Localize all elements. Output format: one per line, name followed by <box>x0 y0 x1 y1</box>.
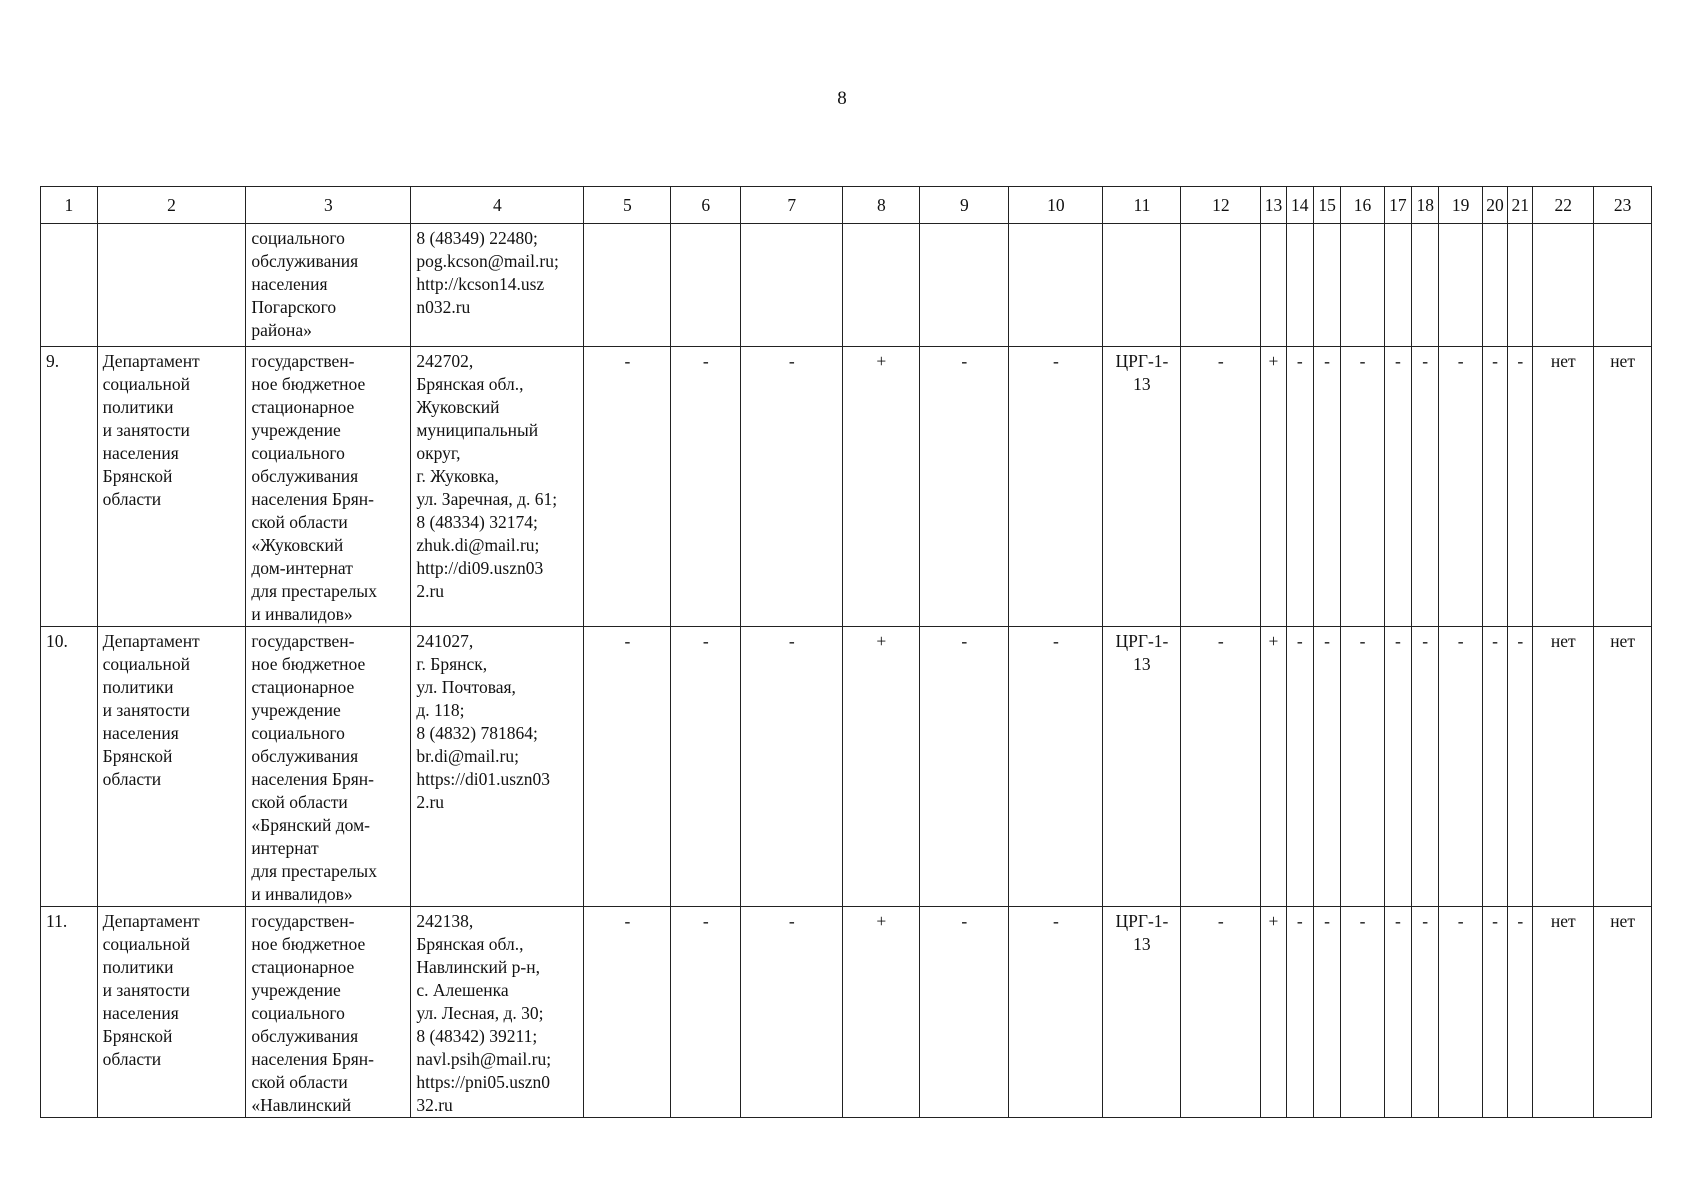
column-header-7: 7 <box>741 187 843 224</box>
cell-col-23 <box>1594 224 1652 347</box>
cell-col-13: + <box>1261 627 1286 907</box>
cell-col-6 <box>671 224 741 347</box>
column-header-8: 8 <box>843 187 920 224</box>
cell-col-11 <box>1103 224 1181 347</box>
cell-col-6: - <box>671 347 741 627</box>
column-header-14: 14 <box>1286 187 1313 224</box>
header-row <box>41 187 1652 224</box>
cell-col-5: - <box>584 627 671 907</box>
cell-col-13: + <box>1261 907 1286 1118</box>
cell-col-14: - <box>1286 907 1313 1118</box>
column-header-6: 6 <box>671 187 741 224</box>
cell-col-6: - <box>671 907 741 1118</box>
cell-col-13: + <box>1261 347 1286 627</box>
address-contacts-cell: 8 (48349) 22480; pog.kcson@mail.ru; http://kcson14.usz n032.ru <box>411 224 584 347</box>
department-cell: Департамент социальной политики и занятости населения Брянской области <box>97 627 246 907</box>
table-row <box>41 224 1652 347</box>
department-cell <box>97 224 246 347</box>
column-header-21: 21 <box>1508 187 1533 224</box>
column-header-15: 15 <box>1313 187 1340 224</box>
address-contacts-cell: 241027, г. Брянск, ул. Почтовая, д. 118; 8 (4832) 781864; br.di@mail.ru; https://di01.uszn03 2.ru <box>411 627 584 907</box>
column-header-20: 20 <box>1482 187 1507 224</box>
cell-col-22: нет <box>1533 347 1594 627</box>
cell-col-18: - <box>1412 347 1439 627</box>
column-header-22: 22 <box>1533 187 1594 224</box>
institution-name-cell: государствен- ное бюджетное стационарное учреждение социального обслуживания населения Брян- ской области «Навлинский <box>246 907 411 1118</box>
cell-col-13 <box>1261 224 1286 347</box>
column-header-18: 18 <box>1412 187 1439 224</box>
cell-col-19: - <box>1439 627 1483 907</box>
column-header-19: 19 <box>1439 187 1483 224</box>
address-contacts-cell: 242702, Брянская обл., Жуковский муниципальный округ, г. Жуковка, ул. Заречная, д. 61; 8 (48334) 32174; zhuk.di@mail.ru; http://di09.uszn03 2.ru <box>411 347 584 627</box>
cell-col-22: нет <box>1533 907 1594 1118</box>
cell-col-11: ЦРГ-1- 13 <box>1103 627 1181 907</box>
column-header-16: 16 <box>1341 187 1385 224</box>
column-header-17: 17 <box>1384 187 1411 224</box>
cell-col-8: + <box>843 347 920 627</box>
cell-col-16: - <box>1341 627 1385 907</box>
cell-col-15 <box>1313 224 1340 347</box>
row-number-cell <box>41 224 98 347</box>
cell-col-12: - <box>1181 347 1261 627</box>
institution-name-cell: государствен- ное бюджетное стационарное учреждение социального обслуживания населения Брян- ской области «Жуковский дом-интернат для престарелых и инвалидов» <box>246 347 411 627</box>
cell-col-21 <box>1508 224 1533 347</box>
cell-col-23: нет <box>1594 907 1652 1118</box>
cell-col-8 <box>843 224 920 347</box>
row-number-cell: 9. <box>41 347 98 627</box>
cell-col-19: - <box>1439 907 1483 1118</box>
column-header-12: 12 <box>1181 187 1261 224</box>
institution-name-cell: социального обслуживания населения Погарского района» <box>246 224 411 347</box>
column-header-4: 4 <box>411 187 584 224</box>
cell-col-20: - <box>1482 907 1507 1118</box>
column-header-5: 5 <box>584 187 671 224</box>
cell-col-14 <box>1286 224 1313 347</box>
cell-col-10: - <box>1009 907 1103 1118</box>
cell-col-19 <box>1439 224 1483 347</box>
column-header-9: 9 <box>920 187 1009 224</box>
cell-col-15: - <box>1313 627 1340 907</box>
cell-col-5 <box>584 224 671 347</box>
column-header-1: 1 <box>41 187 98 224</box>
cell-col-18: - <box>1412 627 1439 907</box>
cell-col-7: - <box>741 907 843 1118</box>
cell-col-15: - <box>1313 347 1340 627</box>
cell-col-19: - <box>1439 347 1483 627</box>
cell-col-22: нет <box>1533 627 1594 907</box>
cell-col-22 <box>1533 224 1594 347</box>
table-row <box>41 907 1652 1118</box>
cell-col-20: - <box>1482 627 1507 907</box>
cell-col-18: - <box>1412 907 1439 1118</box>
table-row <box>41 347 1652 627</box>
cell-col-21: - <box>1508 627 1533 907</box>
column-header-10: 10 <box>1009 187 1103 224</box>
cell-col-12 <box>1181 224 1261 347</box>
cell-col-20: - <box>1482 347 1507 627</box>
cell-col-8: + <box>843 627 920 907</box>
cell-col-7: - <box>741 627 843 907</box>
column-header-11: 11 <box>1103 187 1181 224</box>
page-number: 8 <box>837 88 847 109</box>
cell-col-16 <box>1341 224 1385 347</box>
cell-col-20 <box>1482 224 1507 347</box>
cell-col-11: ЦРГ-1- 13 <box>1103 907 1181 1118</box>
column-header-13: 13 <box>1261 187 1286 224</box>
registry-table <box>40 186 1652 1118</box>
cell-col-14: - <box>1286 627 1313 907</box>
row-number-cell: 11. <box>41 907 98 1118</box>
cell-col-16: - <box>1341 907 1385 1118</box>
cell-col-9: - <box>920 907 1009 1118</box>
cell-col-10: - <box>1009 627 1103 907</box>
cell-col-9: - <box>920 627 1009 907</box>
institution-name-cell: государствен- ное бюджетное стационарное учреждение социального обслуживания населения Брян- ской области «Брянский дом- интернат для престарелых и инвалидов» <box>246 627 411 907</box>
cell-col-6: - <box>671 627 741 907</box>
address-contacts-cell: 242138, Брянская обл., Навлинский р-н, с. Алешенка ул. Лесная, д. 30; 8 (48342) 39211; navl.psih@mail.ru; https://pni05.uszn0 32.ru <box>411 907 584 1118</box>
cell-col-14: - <box>1286 347 1313 627</box>
cell-col-5: - <box>584 907 671 1118</box>
cell-col-9 <box>920 224 1009 347</box>
cell-col-12: - <box>1181 907 1261 1118</box>
column-header-23: 23 <box>1594 187 1652 224</box>
cell-col-23: нет <box>1594 627 1652 907</box>
cell-col-5: - <box>584 347 671 627</box>
table-row <box>41 627 1652 907</box>
cell-col-17: - <box>1384 907 1411 1118</box>
department-cell: Департамент социальной политики и занятости населения Брянской области <box>97 907 246 1118</box>
cell-col-16: - <box>1341 347 1385 627</box>
cell-col-18 <box>1412 224 1439 347</box>
cell-col-21: - <box>1508 347 1533 627</box>
cell-col-7 <box>741 224 843 347</box>
cell-col-7: - <box>741 347 843 627</box>
column-header-2: 2 <box>97 187 246 224</box>
cell-col-8: + <box>843 907 920 1118</box>
row-number-cell: 10. <box>41 627 98 907</box>
cell-col-9: - <box>920 347 1009 627</box>
cell-col-21: - <box>1508 907 1533 1118</box>
cell-col-11: ЦРГ-1- 13 <box>1103 347 1181 627</box>
cell-col-12: - <box>1181 627 1261 907</box>
cell-col-10 <box>1009 224 1103 347</box>
column-header-3: 3 <box>246 187 411 224</box>
cell-col-17: - <box>1384 347 1411 627</box>
cell-col-10: - <box>1009 347 1103 627</box>
department-cell: Департамент социальной политики и занятости населения Брянской области <box>97 347 246 627</box>
cell-col-17 <box>1384 224 1411 347</box>
cell-col-15: - <box>1313 907 1340 1118</box>
cell-col-17: - <box>1384 627 1411 907</box>
cell-col-23: нет <box>1594 347 1652 627</box>
